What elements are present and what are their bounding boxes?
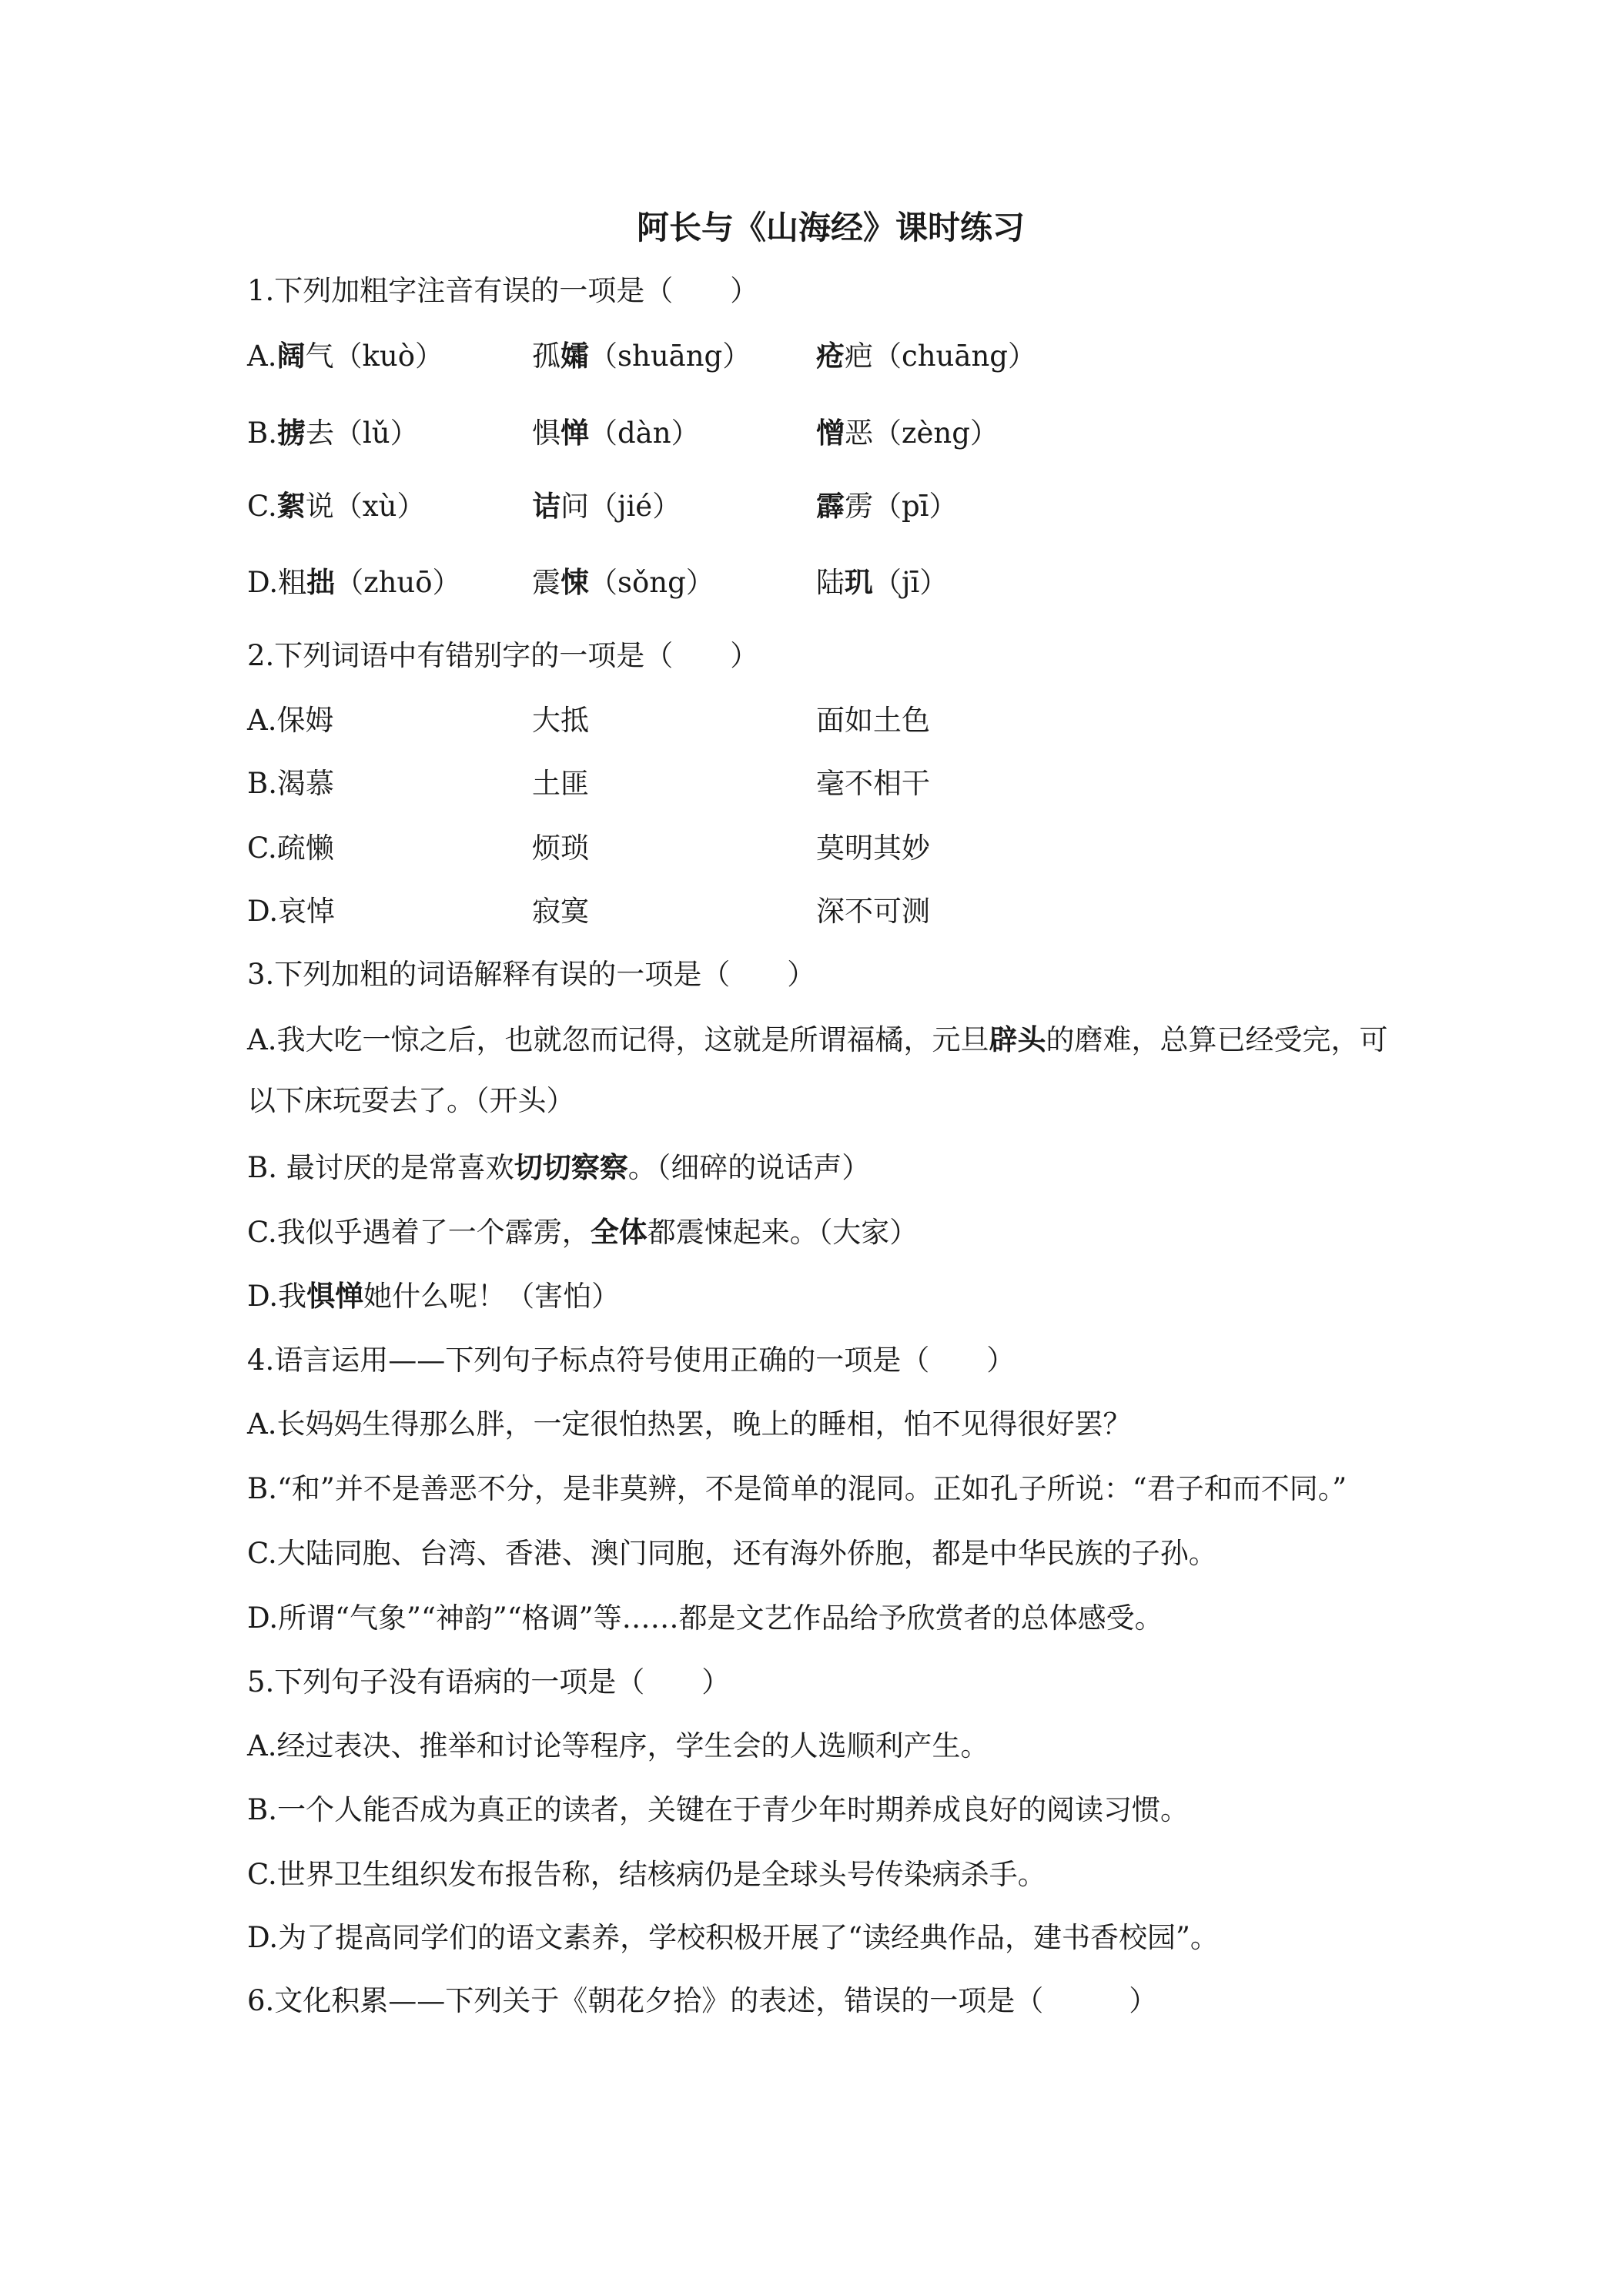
bold-term: 辟头 <box>989 1022 1046 1056</box>
question-6-stem: 6.文化积累——下列关于《朝花夕拾》的表述，错误的一项是（ ） <box>247 1984 1158 2017</box>
q1-b-item-2 <box>532 416 700 450</box>
q2-a-item-3: 面如土色 <box>816 704 930 737</box>
q1-a-item-1 <box>247 339 443 373</box>
q1-a-item-3 <box>816 339 1036 373</box>
item-text: 保姆 <box>276 704 334 737</box>
item-text: 说（xù） <box>305 490 426 523</box>
item-text: 粗 <box>278 566 307 599</box>
bold-char: 惮 <box>561 416 589 450</box>
option-text: 她什么呢！（害怕） <box>363 1280 621 1313</box>
q2-c-item-2: 烦琐 <box>532 832 589 865</box>
q4-option-d: D.所谓“气象”“神韵”“格调”等……都是文艺作品给予欣赏者的总体感受。 <box>247 1602 1163 1635</box>
q4-option-c: C.大陆同胞、台湾、香港、澳门同胞，还有海外侨胞，都是中华民族的子孙。 <box>247 1537 1217 1570</box>
option-label: D. <box>247 895 279 928</box>
q2-c-item-3: 莫明其妙 <box>816 832 930 865</box>
q3-option-d <box>247 1279 620 1313</box>
item-text: 惧 <box>532 417 561 450</box>
q2-option-d <box>0 895 1623 929</box>
q5-option-a: A.经过表决、推举和讨论等程序，学生会的人选顺利产生。 <box>247 1729 989 1762</box>
item-text: 雳（pī） <box>845 490 958 523</box>
option-text: C.我似乎遇着了一个霹雳， <box>247 1216 591 1249</box>
item-text: （dàn） <box>589 417 700 450</box>
q2-d-item-1 <box>247 895 335 929</box>
q2-b-item-2: 土匪 <box>532 767 589 800</box>
bold-char: 疮 <box>816 339 845 373</box>
q1-c-item-3 <box>816 489 958 524</box>
q2-b-item-3: 毫不相干 <box>816 767 930 800</box>
q3-option-a <box>247 1022 1387 1056</box>
question-1-stem: 1.下列加粗字注音有误的一项是（ ） <box>247 274 759 307</box>
option-label: D. <box>247 566 279 599</box>
option-text: B. 最讨厌的是常喜欢 <box>247 1151 514 1184</box>
option-text: D.我 <box>247 1280 307 1313</box>
item-text: 气（kuò） <box>305 340 444 373</box>
q1-c-item-2 <box>532 489 681 524</box>
bold-char: 阔 <box>276 339 306 373</box>
q1-option-a <box>0 339 1623 373</box>
q2-d-item-3: 深不可测 <box>816 895 930 928</box>
bold-char: 掳 <box>276 416 306 450</box>
bold-char: 霹 <box>816 489 845 523</box>
q2-option-c <box>0 832 1623 865</box>
item-text: 哀悼 <box>278 895 336 928</box>
bold-term: 惧惮 <box>306 1279 364 1313</box>
q1-b-item-3 <box>816 416 999 450</box>
question-2-stem: 2.下列词语中有错别字的一项是（ ） <box>247 639 759 672</box>
item-text: 震 <box>532 566 561 599</box>
q5-option-c: C.世界卫生组织发布报告称，结核病仍是全球头号传染病杀手。 <box>247 1858 1046 1891</box>
option-label: C. <box>247 490 277 523</box>
q1-b-item-1 <box>247 416 419 450</box>
bold-term: 全体 <box>590 1215 648 1249</box>
item-text: 孤 <box>532 340 561 373</box>
item-text: 问（jié） <box>561 490 681 523</box>
option-label: B. <box>247 767 277 800</box>
q3-option-b <box>247 1150 870 1184</box>
q3-option-c <box>247 1215 918 1249</box>
option-text: 的磨难，总算已经受完，可 <box>1046 1023 1388 1056</box>
bold-char: 悚 <box>561 565 589 599</box>
q2-b-item-1 <box>247 767 334 801</box>
q4-option-b: B.“和”并不是善恶不分，是非莫辨，不是简单的混同。正如孔子所说：“君子和而不同。” <box>247 1472 1347 1505</box>
q1-d-item-3 <box>816 565 948 600</box>
question-5-stem: 5.下列句子没有语病的一项是（ ） <box>247 1665 731 1699</box>
q5-option-b: B.一个人能否成为真正的读者，关键在于青少年时期养成良好的阅读习惯。 <box>247 1793 1189 1826</box>
option-text: 。（细碎的说话声） <box>627 1151 871 1184</box>
q3-option-a-continued: 以下床玩耍去了。（开头） <box>247 1084 575 1117</box>
bold-char: 憎 <box>816 416 845 450</box>
q1-option-c <box>0 489 1623 523</box>
item-text: （zhuō） <box>335 566 461 599</box>
option-label: A. <box>247 704 277 737</box>
item-text: （jī） <box>873 566 949 599</box>
q2-c-item-1 <box>247 832 334 865</box>
q2-a-item-1 <box>247 704 333 738</box>
q2-option-a <box>0 704 1623 738</box>
option-text: 都震悚起来。（大家） <box>647 1216 919 1249</box>
item-text: 去（lǔ） <box>305 417 419 450</box>
option-label: B. <box>247 417 277 450</box>
question-4-stem: 4.语言运用——下列句子标点符号使用正确的一项是（ ） <box>247 1344 1016 1377</box>
item-text: （sǒng） <box>589 566 714 599</box>
bold-char: 玑 <box>845 565 873 599</box>
bold-char: 拙 <box>306 565 336 599</box>
bold-term: 切切察察 <box>514 1150 628 1184</box>
item-text: 疏懒 <box>276 832 334 865</box>
q2-option-b <box>0 767 1623 801</box>
q1-d-item-2 <box>532 565 714 600</box>
q1-option-d <box>0 565 1623 599</box>
q1-option-b <box>0 416 1623 450</box>
q2-a-item-2: 大抵 <box>532 704 589 737</box>
bold-char: 孀 <box>561 339 589 373</box>
q1-c-item-1 <box>247 489 425 524</box>
bold-char: 絮 <box>276 489 306 523</box>
q5-option-d: D.为了提高同学们的语文素养，学校积极开展了“读经典作品，建书香校园”。 <box>247 1921 1219 1954</box>
q4-option-a: A.长妈妈生得那么胖，一定很怕热罢，晚上的睡相，怕不见得很好罢？ <box>247 1407 1132 1441</box>
option-label: A. <box>247 340 277 373</box>
item-text: 恶（zèng） <box>845 417 999 450</box>
item-text: （shuāng） <box>589 340 751 373</box>
item-text: 陆 <box>816 566 845 599</box>
item-text: 渴慕 <box>276 767 334 800</box>
q2-d-item-2: 寂寞 <box>532 895 589 928</box>
option-label: C. <box>247 832 277 865</box>
item-text: 疤（chuāng） <box>845 340 1036 373</box>
option-text: A.我大吃一惊之后，也就忽而记得，这就是所谓福橘，元旦 <box>247 1023 989 1056</box>
bold-char: 诘 <box>532 489 561 523</box>
q1-d-item-1 <box>247 565 461 600</box>
q1-a-item-2 <box>532 339 751 373</box>
question-3-stem: 3.下列加粗的词语解释有误的一项是（ ） <box>247 958 816 991</box>
page-title: 阿长与《山海经》课时练习 <box>636 209 1026 246</box>
